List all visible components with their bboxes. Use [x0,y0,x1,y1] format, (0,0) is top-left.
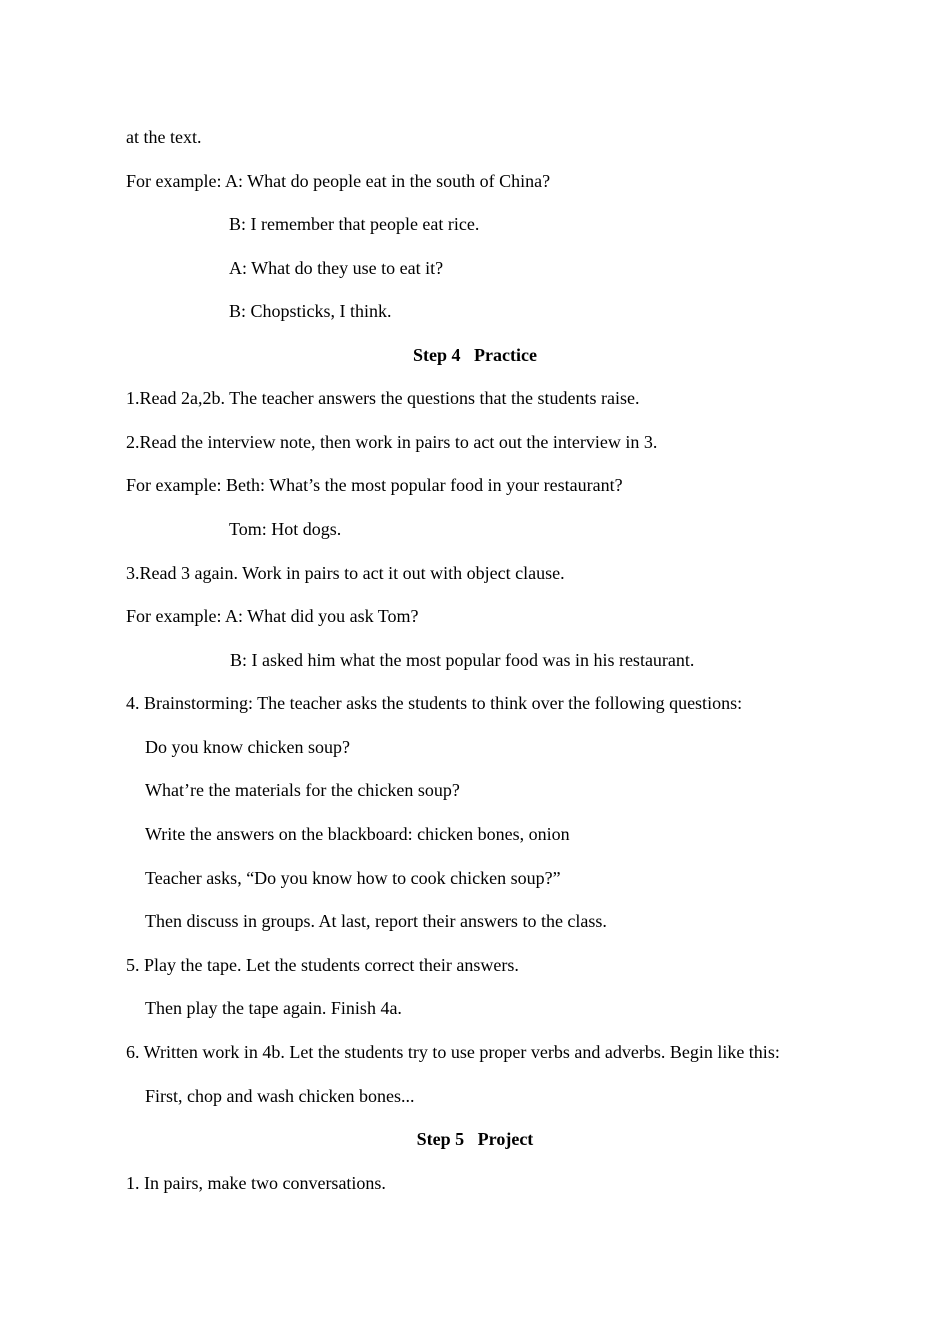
list-item: 1.Read 2a,2b. The teacher answers the questions that the students raise. [126,388,640,408]
example-line: A: What do they use to eat it? [229,258,444,278]
example-line: B: I remember that people eat rice. [229,214,480,234]
example-line: B: I asked him what the most popular food was in his restaurant. [230,650,695,670]
step-4-heading: Step 4 Practice [413,345,537,365]
sub-line: Teacher asks, “Do you know how to cook chicken soup?” [145,868,561,888]
example-line: Tom: Hot dogs. [229,519,342,539]
list-item: 5. Play the tape. Let the students correct their answers. [126,955,519,975]
list-item: 6. Written work in 4b. Let the students try to use proper verbs and adverbs. Begin like this: [126,1042,780,1062]
sub-line: Then play the tape again. Finish 4a. [145,998,402,1018]
step-5-heading: Step 5 Project [416,1129,534,1149]
example-line: For example: A: What do people eat in the south of China? [126,171,551,191]
sub-line: Write the answers on the blackboard: chicken bones, onion [145,824,570,844]
example-line: For example: A: What did you ask Tom? [126,606,419,626]
text-line: at the text. [126,127,202,147]
sub-line: First, chop and wash chicken bones... [145,1086,415,1106]
example-line: B: Chopsticks, I think. [229,301,392,321]
list-item: 4. Brainstorming: The teacher asks the students to think over the following questions: [126,693,743,713]
sub-line: Then discuss in groups. At last, report their answers to the class. [145,911,607,931]
list-item: 3.Read 3 again. Work in pairs to act it out with object clause. [126,563,565,583]
list-item: 1. In pairs, make two conversations. [126,1173,386,1193]
example-line: For example: Beth: What’s the most popular food in your restaurant? [126,475,623,495]
list-item: 2.Read the interview note, then work in pairs to act out the interview in 3. [126,432,658,452]
sub-line: What’re the materials for the chicken soup? [145,780,460,800]
sub-line: Do you know chicken soup? [145,737,350,757]
